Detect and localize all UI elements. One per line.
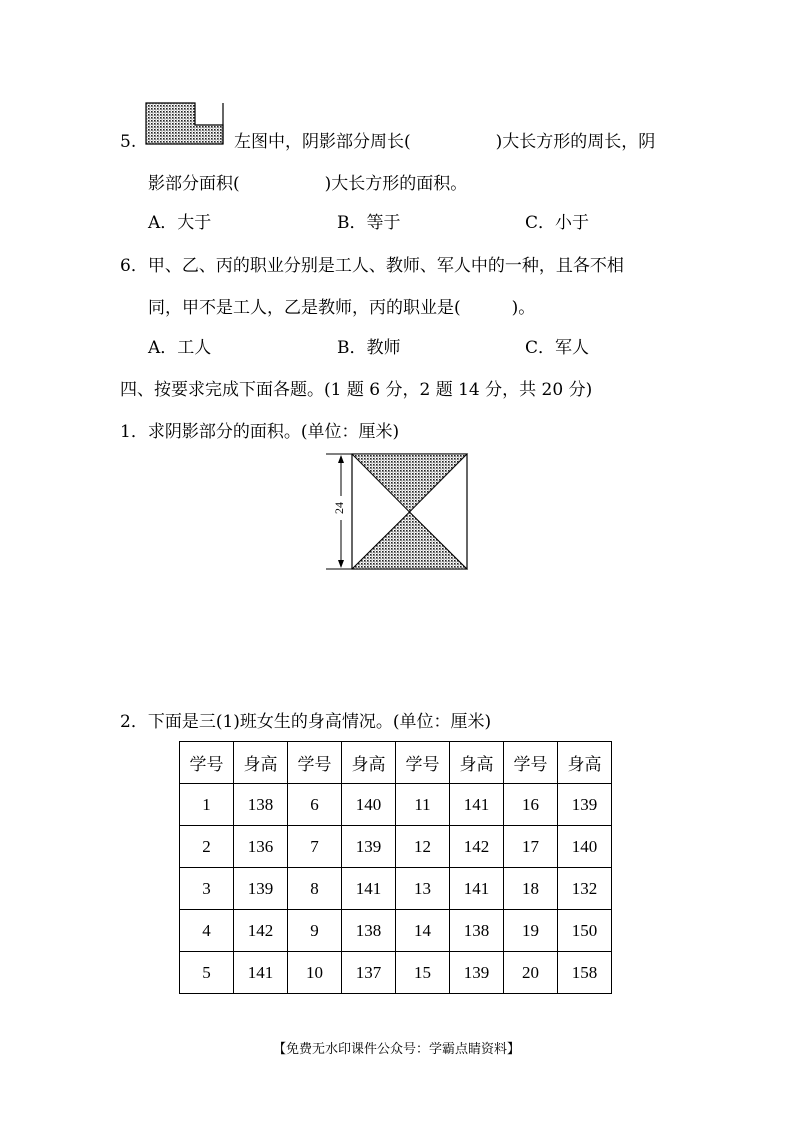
q5-option-b: B．等于	[337, 213, 401, 233]
q5-option-a: A．大于	[148, 213, 212, 233]
table-cell: 141	[234, 952, 288, 994]
table-cell: 136	[234, 826, 288, 868]
p1-dimension-label: 24	[331, 502, 346, 514]
q6-option-c: C．军人	[525, 338, 590, 358]
table-cell: 138	[234, 784, 288, 826]
p1-dim-arrow-bottom	[338, 560, 344, 568]
table-cell: 7	[288, 826, 342, 868]
q6-line1: 6．甲、乙、丙的职业分别是工人、教师、军人中的一种，且各不相	[120, 256, 624, 276]
table-row	[180, 868, 612, 910]
table-header-cell: 身高	[234, 742, 288, 784]
q6-line2: 同，甲不是工人，乙是教师，丙的职业是( )。	[148, 298, 536, 318]
table-cell: 142	[450, 826, 504, 868]
table-cell: 2	[180, 826, 234, 868]
q5-shaded-shape-figure	[145, 102, 225, 146]
table-cell: 1	[180, 784, 234, 826]
height-table	[179, 741, 612, 994]
p2-text: 2．下面是三(1)班女生的身高情况。(单位：厘米)	[120, 712, 492, 732]
q5-shaded-region	[146, 103, 223, 144]
table-cell: 139	[558, 784, 612, 826]
table-cell: 141	[450, 784, 504, 826]
q5-line1: 左图中，阴影部分周长( )大长方形的周长，阴	[234, 132, 656, 152]
table-header-cell: 身高	[450, 742, 504, 784]
table-cell: 11	[396, 784, 450, 826]
table-row	[180, 784, 612, 826]
table-cell: 137	[342, 952, 396, 994]
p1-hourglass-figure	[322, 452, 472, 574]
footer-notice: 【免费无水印课件公众号：学霸点睛资料】	[272, 1042, 520, 1057]
p1-dim-arrow-top	[338, 455, 344, 463]
table-header-cell: 学号	[504, 742, 558, 784]
table-cell: 13	[396, 868, 450, 910]
table-header-cell: 学号	[396, 742, 450, 784]
q6-option-b: B．教师	[337, 338, 401, 358]
table-cell: 18	[504, 868, 558, 910]
table-cell: 10	[288, 952, 342, 994]
table-header-cell: 学号	[180, 742, 234, 784]
q5-line2: 影部分面积( )大长方形的面积。	[148, 174, 468, 194]
table-row	[180, 826, 612, 868]
table-header-cell: 学号	[288, 742, 342, 784]
table-cell: 140	[342, 784, 396, 826]
table-cell: 12	[396, 826, 450, 868]
table-header-cell: 身高	[342, 742, 396, 784]
p1-text: 1．求阴影部分的面积。(单位：厘米)	[120, 422, 400, 442]
table-cell: 132	[558, 868, 612, 910]
table-cell: 4	[180, 910, 234, 952]
table-cell: 20	[504, 952, 558, 994]
table-cell: 150	[558, 910, 612, 952]
table-cell: 139	[234, 868, 288, 910]
table-cell: 19	[504, 910, 558, 952]
table-cell: 16	[504, 784, 558, 826]
p1-top-shaded-triangle	[352, 454, 467, 512]
p1-bottom-shaded-triangle	[352, 512, 467, 569]
table-row	[180, 952, 612, 994]
table-cell: 6	[288, 784, 342, 826]
table-cell: 9	[288, 910, 342, 952]
table-cell: 141	[450, 868, 504, 910]
table-row	[180, 910, 612, 952]
table-cell: 15	[396, 952, 450, 994]
table-cell: 139	[342, 826, 396, 868]
q6-option-a: A．工人	[148, 338, 212, 358]
table-cell: 14	[396, 910, 450, 952]
table-cell: 139	[450, 952, 504, 994]
table-cell: 17	[504, 826, 558, 868]
section4-title: 四、按要求完成下面各题。(1 题 6 分，2 题 14 分，共 20 分)	[120, 380, 593, 400]
table-cell: 3	[180, 868, 234, 910]
q5-option-c: C．小于	[525, 213, 590, 233]
table-cell: 158	[558, 952, 612, 994]
table-header-row	[180, 742, 612, 784]
table-cell: 141	[342, 868, 396, 910]
table-header-cell: 身高	[558, 742, 612, 784]
table-cell: 138	[450, 910, 504, 952]
q5-number: 5.	[120, 132, 137, 152]
table-cell: 138	[342, 910, 396, 952]
table-cell: 8	[288, 868, 342, 910]
table-cell: 140	[558, 826, 612, 868]
table-cell: 142	[234, 910, 288, 952]
table-cell: 5	[180, 952, 234, 994]
